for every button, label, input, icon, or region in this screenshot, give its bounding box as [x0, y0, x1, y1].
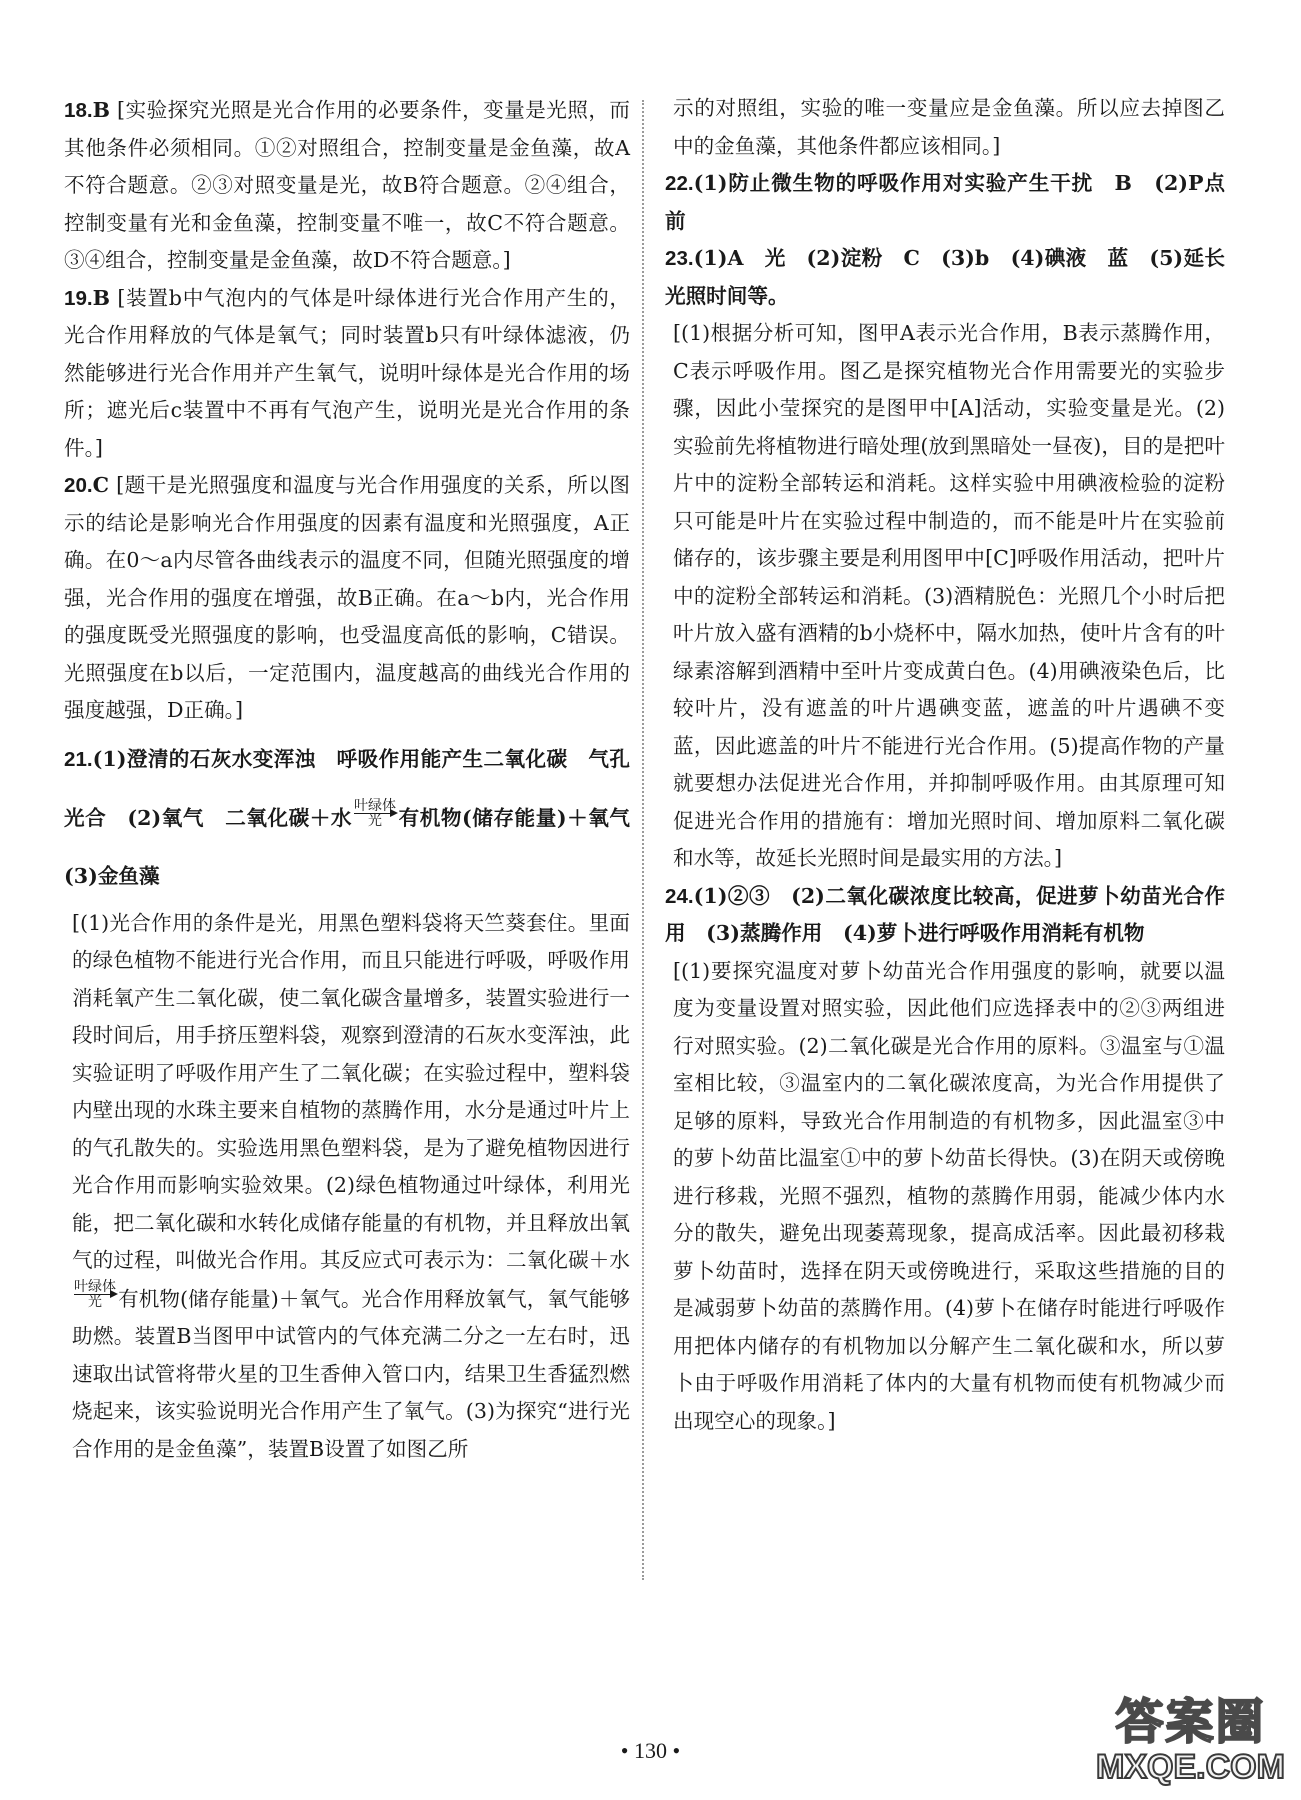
arrow-icon — [354, 813, 396, 814]
question-number: 23. — [665, 247, 694, 270]
page-number: • 130 • — [620, 1738, 681, 1763]
watermark-text-top: 答案圈 — [1115, 1694, 1266, 1750]
question-24 — [665, 878, 1225, 953]
answer: (1)防止微生物的呼吸作用对实验产生干扰 B (2)P点前 — [665, 171, 1225, 233]
right-column — [665, 90, 1225, 1440]
question-21-explanation — [64, 905, 630, 1469]
arrow-condition-top: 叶绿体 — [74, 1278, 116, 1295]
question-number: 21. — [64, 747, 93, 771]
question-number: 24. — [665, 884, 694, 908]
question-18 — [64, 92, 630, 280]
column-divider — [642, 100, 644, 1580]
answer-choice: B — [92, 98, 111, 122]
explanation: [(1)要探究温度对萝卜幼苗光合作用强度的影响，就要以温度为变量设置对照实验，因此他们应选择表中的②③两组进行对照实验。(2)二氧化碳是光合作用的原料。③温室与①温室相比较，③温室内的二氧化碳浓度高，为光合作用提供了足够的原料，导致光合作用制造的有机物多，因此温室③中的萝卜幼苗比温室①中的萝卜幼苗长得快。(3)在阴天或傍晚进行移栽，光照不强烈，植物的蒸腾作用弱，能减少体内水分的散失，避免出现萎蔫现象，提高成活率。因此最初移栽萝卜幼苗时，选择在阴天或傍晚进行，采取这些措施的目的是减弱萝卜幼苗的蒸腾作用。(4)萝卜在储存时能进行呼吸作用把体内储存的有机物加以分解产生二氧化碳和水，所以萝卜由于呼吸作用消耗了体内的大量有机物而使有机物减少而出现空心的现象。] — [673, 958, 1225, 1433]
answer-part-1: (1)澄清的石灰水变浑浊 呼吸作用能产生二氧化碳 气孔 光合 (2)氧气 二氧化碳＋水 — [64, 746, 651, 830]
watermark-text-bottom: MXQE.COM — [1096, 1748, 1285, 1786]
question-number: 22. — [665, 172, 694, 195]
answer-part-2: 有机物(储存能量)＋氧气 (3)金鱼藻 — [64, 805, 651, 888]
explanation-part-1: [(1)光合作用的条件是光，用黑色塑料袋将天竺葵套住。里面的绿色植物不能进行光合作用，而且只能进行呼吸，呼吸作用消耗氧产生二氧化碳，使二氧化碳含量增多，装置实验进行一段时间后，用手挤压塑料袋，观察到澄清的石灰水变浑浊，此实验证明了呼吸作用产生了二氧化碳；在实验过程中，塑料袋内壁出现的水珠主要来自植物的蒸腾作用，水分是通过叶片上的气孔散失的。实验选用黑色塑料袋，是为了避免植物因进行光合作用而影响实验效果。(2)绿色植物通过叶绿体，利用光能，把二氧化碳和水转化成储存能量的有机物，并且释放出氧气的过程，叫做光合作用。其反应式可表示为：二氧化碳＋水 — [72, 910, 630, 1272]
left-column — [64, 92, 651, 1468]
question-number: 19. — [64, 286, 93, 310]
question-22 — [665, 165, 1225, 240]
explanation: [(1)根据分析可知，图甲A表示光合作用，B表示蒸腾作用，C表示呼吸作用。图乙是探究植物光合作用需要光的实验步骤，因此小莹探究的是图甲中[A]活动，实验变量是光。(2)实验前先将植物进行暗处理(放到黑暗处一昼夜)，目的是把叶片中的淀粉全部转运和消耗。这样实验中用碘液检验的淀粉只可能是叶片在实验过程中制造的，而不能是叶片在实验前储存的，该步骤主要是利用图甲中[C]呼吸作用活动，把叶片中的淀粉全部转运和消耗。(3)酒精脱色：光照几个小时后把叶片放入盛有酒精的b小烧杯中，隔水加热，使叶片含有的叶绿素溶解到酒精中至叶片变成黄白色。(4)用碘液染色后，比较叶片，没有遮盖的叶片遇碘变蓝，遮盖的叶片遇碘不变蓝，因此遮盖的叶片不能进行光合作用。(5)提高作物的产量就要想办法促进光合作用，并抑制呼吸作用。由其原理可知促进光合作用的措施有：增加光照时间、增加原料二氧化碳和水等，故延长光照时间是最实用的方法。] — [673, 321, 1225, 870]
answer-choice: C — [92, 473, 110, 497]
reaction-arrow — [74, 1280, 116, 1309]
question-21-answer — [64, 730, 651, 905]
answer: (1)②③ (2)二氧化碳浓度比较高，促进萝卜幼苗光合作用 (3)蒸腾作用 (4)萝卜进行呼吸作用消耗有机物 — [665, 883, 1225, 945]
answer-choice: B — [92, 285, 111, 310]
watermark-logo — [1088, 1696, 1293, 1792]
arrow-condition-bottom: 光 — [88, 1293, 102, 1310]
question-number: 20. — [64, 474, 93, 497]
explanation-part-2: 有机物(储存能量)＋氧气。光合作用释放氧气，氧气能够助燃。装置B当图甲中试管内的气体充满二分之一左右时，迅速取出试管将带火星的卫生香伸入管口内，结果卫生香猛烈燃烧起来，该实验说明光合作用产生了氧气。(3)为探究“进行光合作用的是金鱼藻”，装置B设置了如图乙所 — [72, 1286, 630, 1461]
question-24-explanation — [665, 953, 1225, 1441]
reaction-arrow — [354, 799, 396, 828]
arrow-condition-bottom: 光 — [368, 812, 383, 829]
explanation-continued: 示的对照组，实验的唯一变量应是金鱼藻。所以应去掉图乙中的金鱼藻，其他条件都应该相同。] — [673, 96, 1225, 158]
question-number: 18. — [64, 99, 93, 122]
question-23 — [665, 240, 1225, 315]
arrow-condition-top: 叶绿体 — [354, 797, 397, 814]
answer: (1)A 光 (2)淀粉 C (3)b (4)碘液 蓝 (5)延长光照时间等。 — [665, 246, 1225, 308]
question-20 — [64, 467, 630, 730]
question-21-explanation-continued — [665, 90, 1225, 165]
explanation: [题干是光照强度和温度与光合作用强度的关系，所以图示的结论是影响光合作用强度的因素有温度和光照强度，A正确。在0～a内尽管各曲线表示的温度不同，但随光照强度的增强，光合作用的强度在增强，故B正确。在a～b内，光合作用的强度既受光照强度的影响，也受温度高低的影响，C错误。光照强度在b以后，一定范围内，温度越高的曲线光合作用的强度越强，D正确。] — [64, 473, 630, 722]
question-23-explanation — [665, 315, 1225, 878]
explanation: [装置b中气泡内的气体是叶绿体进行光合作用产生的，光合作用释放的气体是氧气；同时装置b只有叶绿体滤液，仍然能够进行光合作用并产生氧气，说明叶绿体是光合作用的场所；遮光后c装置中不再有气泡产生，说明光是光合作用的条件。] — [64, 285, 631, 460]
arrow-icon — [74, 1294, 116, 1295]
explanation: [实验探究光照是光合作用的必要条件，变量是光照，而其他条件必须相同。①②对照组合，控制变量是金鱼藻，故A不符合题意。②③对照变量是光，故B符合题意。②④组合，控制变量有光和金鱼藻，控制变量不唯一，故C不符合题意。③④组合，控制变量是金鱼藻，故D不符合题意。] — [64, 98, 630, 272]
question-19 — [64, 280, 630, 468]
